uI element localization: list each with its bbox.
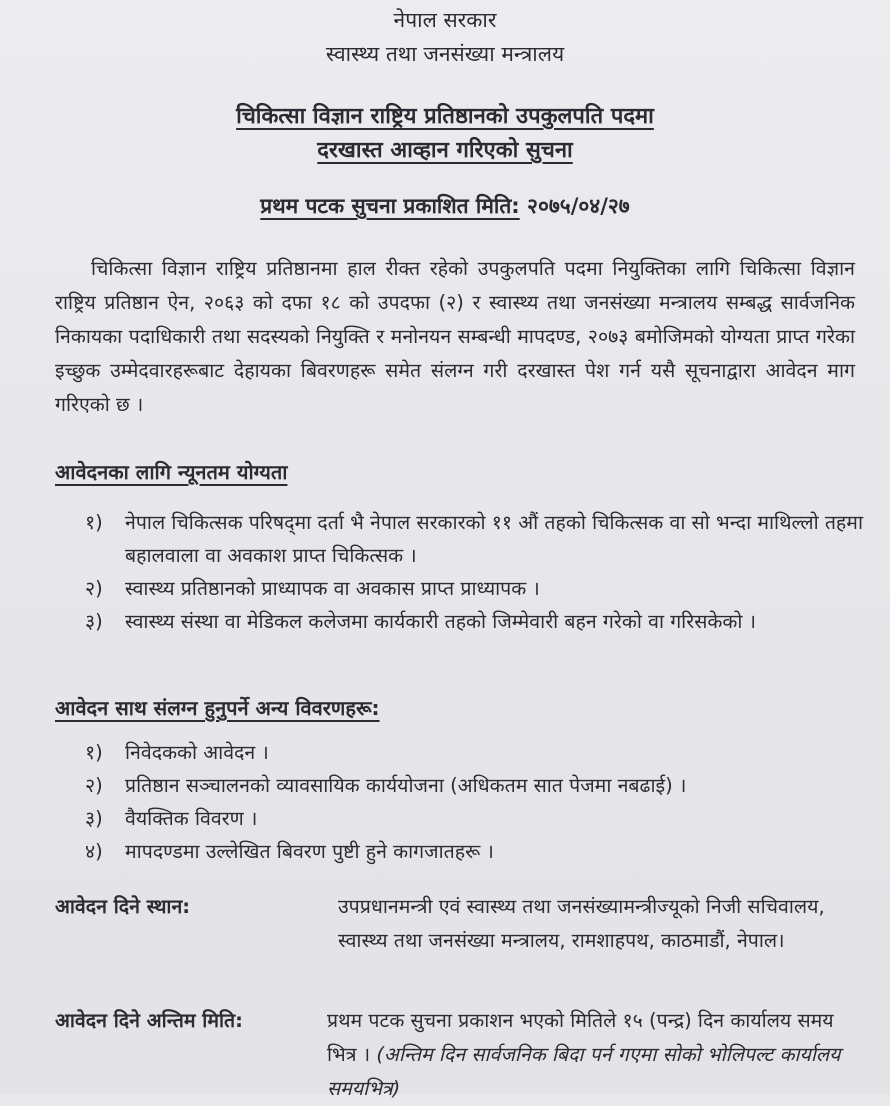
list-item-number: ३) [85, 807, 103, 830]
list-item-number: १) [85, 511, 103, 534]
publication-date-line [0, 192, 890, 220]
list-item [85, 605, 865, 638]
list-item [85, 835, 865, 868]
attachments-list [85, 736, 865, 868]
qualifications-list [85, 506, 865, 638]
list-item [85, 572, 865, 605]
notice-title-line2: दरखास्त आव्हान गरिएको सुचना [317, 138, 573, 163]
notice-title-line1: चिकित्सा विज्ञान राष्ट्रिय प्रतिष्ठानको उपकुलपति पदमा [236, 104, 654, 129]
ministry-name: स्वास्थ्य तथा जनसंख्या मन्त्रालय [325, 42, 565, 66]
application-place-value: उपप्रधानमन्त्री एवं स्वास्थ्य तथा जनसंख्यामन्त्रीज्यूको निजी सचिवालय, स्वास्थ्य तथा जनसंख्या मन्त्रालय, रामशाहपथ, काठमाडौं, नेपाल। [338, 895, 825, 952]
list-item-text: स्वास्थ्य प्रतिष्ठानको प्राध्यापक वा अवकास प्राप्त प्राध्यापक । [125, 577, 540, 600]
list-item-text: नेपाल चिकित्सक परिषद्‌मा दर्ता भै नेपाल सरकारको ११ औं तहको चिकित्सक वा सो भन्दा माथिल्लो तहमा बहालवाला वा अवकाश प्राप्त चिकित्सक । [125, 511, 863, 567]
list-item-number: १) [85, 741, 103, 764]
application-deadline-label: आवेदन दिने अन्तिम मिति: [55, 1009, 243, 1032]
list-item-text: वैयक्तिक विवरण । [125, 807, 258, 830]
list-item-number: ३) [85, 610, 103, 633]
list-item [85, 802, 865, 835]
list-item-text: स्वास्थ्य संस्था वा मेडिकल कलेजमा कार्यकारी तहको जिम्मेवारी बहन गरेको वा गरिसकेको । [125, 610, 756, 633]
list-item [85, 769, 865, 802]
list-item-text: निवेदकको आवेदन । [125, 741, 269, 764]
qualifications-heading: आवेदनका लागि न्यूनतम योग्यता [55, 460, 288, 484]
application-place-label: आवेदन दिने स्थान: [55, 895, 191, 918]
attachments-heading: आवेदन साथ संलग्न हुनुपर्ने अन्य विवरणहरू: [55, 696, 380, 720]
list-item [85, 736, 865, 769]
application-deadline-value-wrap [327, 1004, 857, 1106]
publication-date: २०७५/०४/२७ [527, 194, 630, 218]
list-item-text: प्रतिष्ठान सञ्चालनको व्यावसायिक कार्ययोजना (अधिकतम सात पेजमा नबढाई) । [125, 774, 687, 797]
intro-paragraph: चिकित्सा विज्ञान राष्ट्रिय प्रतिष्ठानमा हाल रीक्त रहेको उपकुलपति पदमा नियुक्तिका लागि चिकित्सा विज्ञान राष्ट्रिय प्रतिष्ठान ऐन, २०६३ को दफा १८ को उपदफा (२) र स्वास्थ्य तथा जनसंख्या मन्त्रालय सम्बद्ध सार्वजनिक निकायका पदाधिकारी तथा सदस्यको नियुक्ति र मनोनयन सम्बन्धी मापदण्ड, २०७३ बमोजिमको योग्यता प्राप्त गरेका इच्छुक उम्मेदवारहरूबाट देहायका बिवरणहरू समेत संलग्न गरी दरखास्त पेश गर्न यसै सूचनाद्वारा आवेदन माग गरिएको छ । [55, 257, 855, 416]
govt-name: नेपाल सरकार [393, 8, 497, 32]
list-item-text: मापदण्डमा उल्लेखित बिवरण पुष्टी हुने कागजातहरू । [125, 840, 494, 863]
list-item [85, 506, 865, 572]
publication-label: प्रथम पटक सुचना प्रकाशित मिति: [260, 194, 520, 218]
application-deadline-note: (अन्तिम दिन सार्वजनिक बिदा पर्न गएमा सोको भोलिपल्ट कार्यालय समयभित्र) [327, 1043, 841, 1100]
application-deadline-value: प्रथम पटक सुचना प्रकाशन भएको मितिले १५ (पन्द्र) दिन कार्यालय समय भित्र । [327, 1009, 834, 1066]
list-item-number: ४) [85, 840, 103, 863]
list-item-number: २) [85, 774, 103, 797]
list-item-number: २) [85, 577, 103, 600]
